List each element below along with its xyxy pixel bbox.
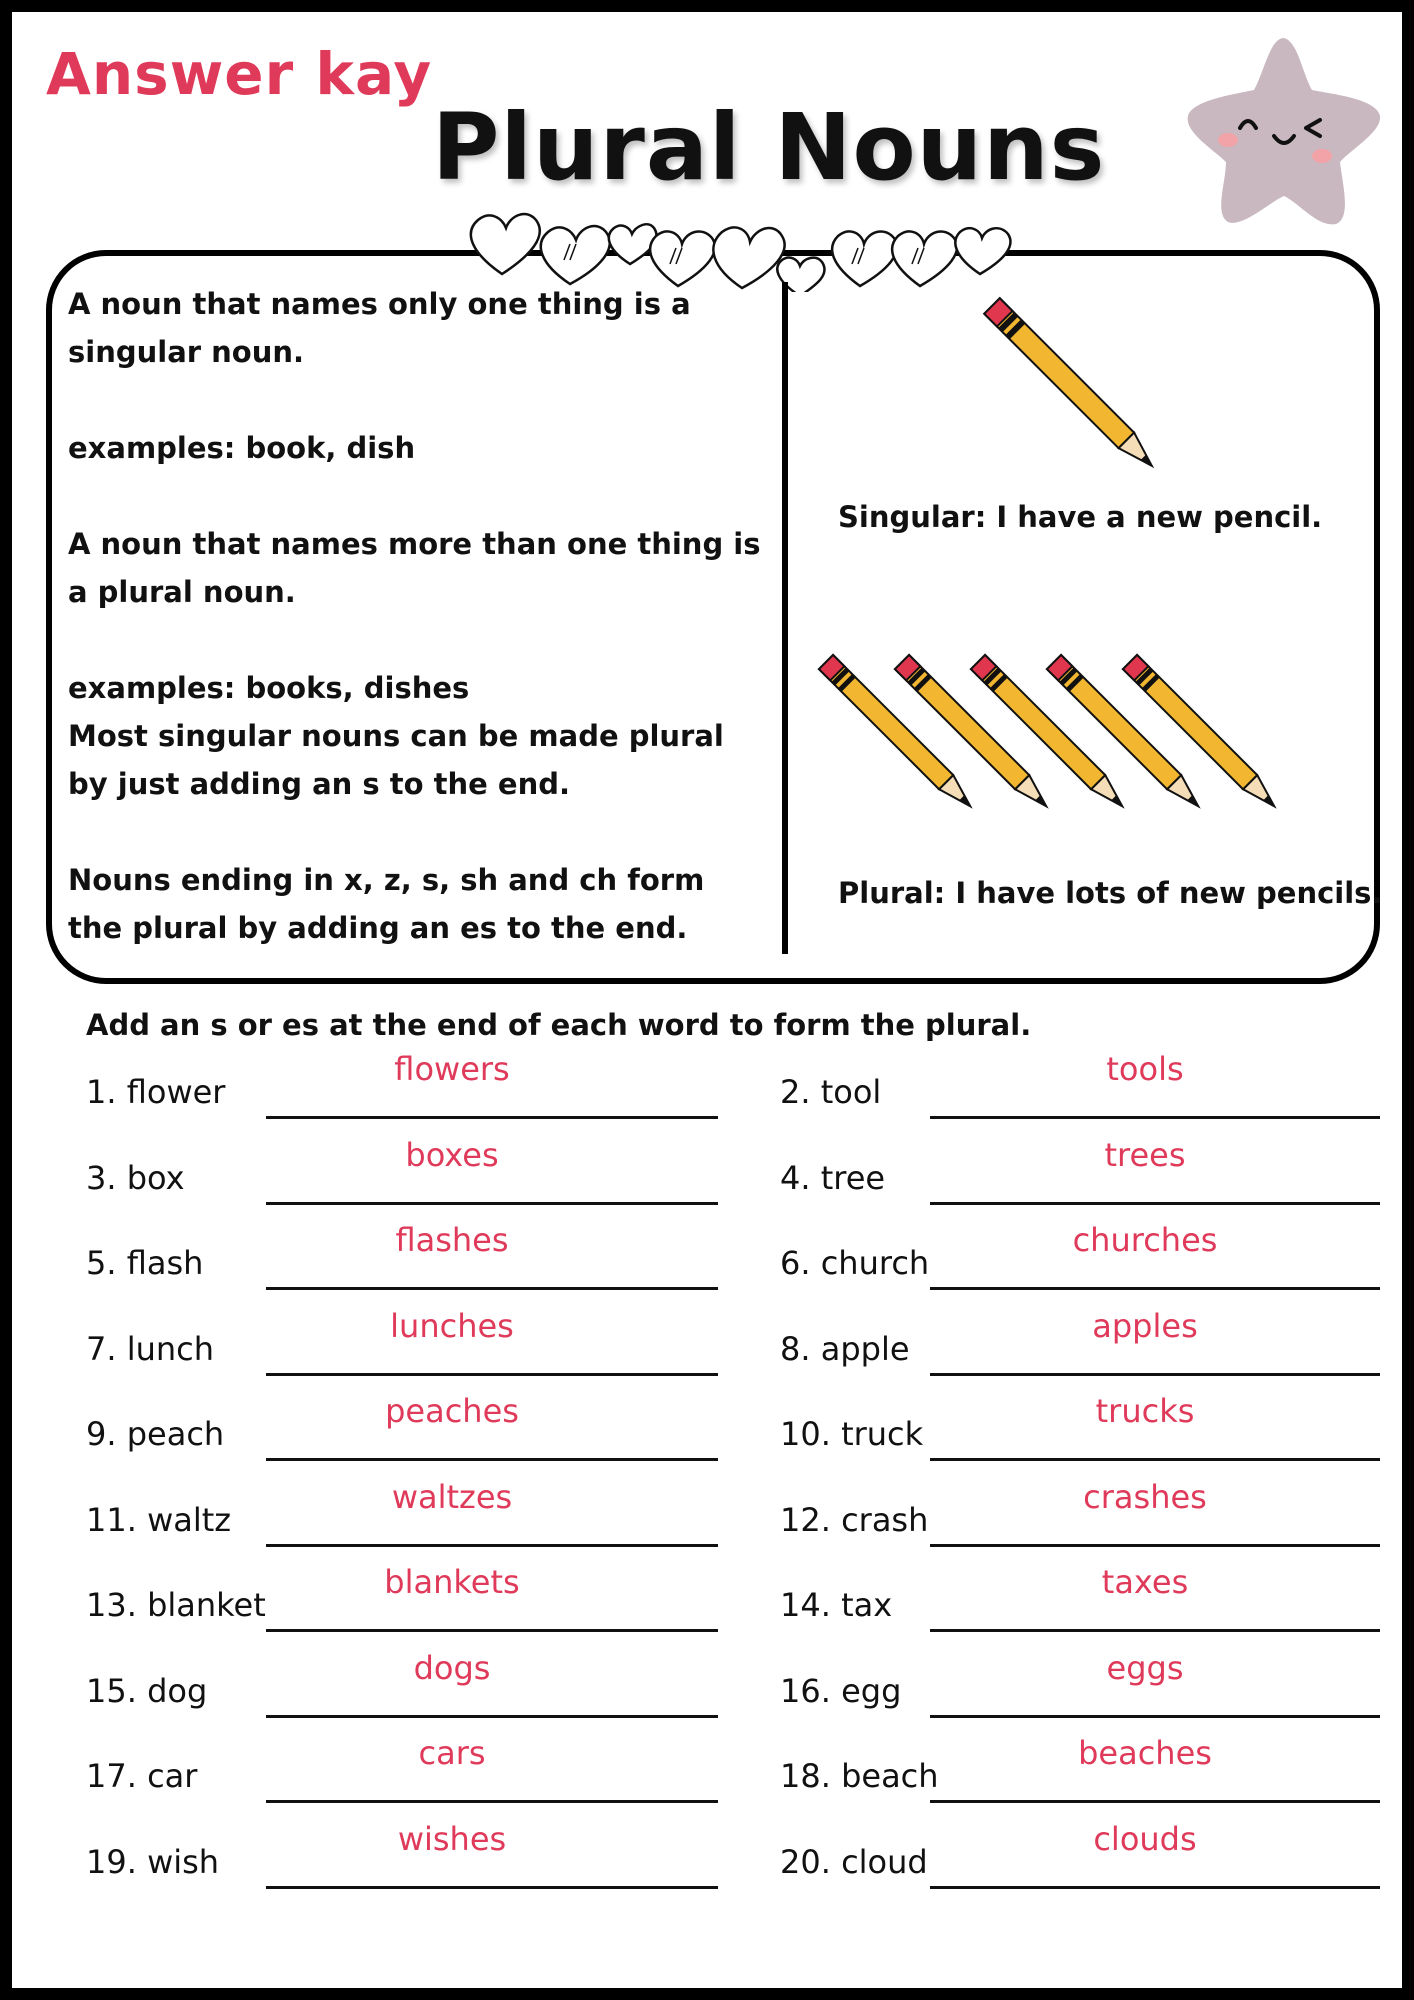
answer-line[interactable] xyxy=(930,1715,1380,1718)
answer-text: trucks xyxy=(1095,1392,1195,1430)
answer-line[interactable] xyxy=(266,1287,718,1290)
answer-line[interactable] xyxy=(266,1458,718,1461)
answer-line[interactable] xyxy=(266,1715,718,1718)
exercise-instructions: Add an s or es at the end of each word to form the plural. xyxy=(86,1008,1032,1042)
answer-line[interactable] xyxy=(930,1544,1380,1547)
exercise-item xyxy=(780,1648,1380,1731)
answer-text: flashes xyxy=(395,1221,509,1259)
exercise-item xyxy=(780,1306,1380,1389)
exercise-item xyxy=(86,1306,716,1389)
exercise-item xyxy=(86,1734,716,1816)
exercise-word: 14. tax xyxy=(780,1586,893,1624)
answer-text: flowers xyxy=(394,1050,510,1088)
answer-text: blankets xyxy=(384,1563,520,1601)
singular-definition: A noun that names only one thing is a singular noun. xyxy=(68,287,691,369)
answer-text: beaches xyxy=(1078,1734,1212,1772)
singular-examples: examples: book, dish xyxy=(68,431,416,465)
page-title: Plural Nouns xyxy=(432,94,1106,201)
exercise-word: 10. truck xyxy=(780,1415,924,1453)
answer-text: boxes xyxy=(405,1135,499,1174)
exercise-word: 16. egg xyxy=(780,1671,902,1710)
answer-text: waltzes xyxy=(391,1477,513,1516)
answer-text: apples xyxy=(1092,1306,1198,1345)
exercise-word: 18. beach xyxy=(780,1757,939,1795)
exercise-word: 12. crash xyxy=(780,1500,929,1539)
answer-line[interactable] xyxy=(266,1373,718,1376)
answer-text: clouds xyxy=(1093,1819,1197,1858)
answer-line[interactable] xyxy=(266,1886,718,1889)
exercise-word: 13. blanket xyxy=(86,1586,266,1624)
star-mascot-icon xyxy=(1180,32,1388,232)
exercise-word: 1. flower xyxy=(86,1073,226,1111)
exercise-word: 5. flash xyxy=(86,1244,204,1282)
exercise-item xyxy=(780,1135,1380,1218)
exercise-item xyxy=(86,1392,716,1474)
answer-text: trees xyxy=(1104,1135,1186,1174)
exercise-item xyxy=(780,1477,1380,1560)
info-box-divider xyxy=(782,282,788,954)
answer-line[interactable] xyxy=(930,1202,1380,1205)
exercise-word: 6. church xyxy=(780,1244,930,1282)
answer-line[interactable] xyxy=(930,1800,1380,1803)
answer-line[interactable] xyxy=(266,1544,718,1547)
exercise-word: 20. cloud xyxy=(780,1842,928,1881)
exercise-item xyxy=(86,1050,716,1132)
plural-rule-s: Most singular nouns can be made plural by just adding an s to the end. xyxy=(68,719,724,801)
exercise-item xyxy=(780,1819,1380,1902)
answer-line[interactable] xyxy=(930,1629,1380,1632)
exercise-word: 19. wish xyxy=(86,1842,220,1881)
exercise-item xyxy=(86,1819,716,1902)
answer-text: taxes xyxy=(1101,1563,1189,1601)
singular-caption: Singular: I have a new pencil. xyxy=(838,500,1323,534)
exercise-item xyxy=(86,1563,716,1645)
answer-line[interactable] xyxy=(266,1800,718,1803)
exercise-item xyxy=(780,1734,1380,1816)
exercise-word: 17. car xyxy=(86,1757,198,1795)
answer-line[interactable] xyxy=(266,1629,718,1632)
exercise-word: 3. box xyxy=(86,1158,185,1197)
exercise-word: 11. waltz xyxy=(86,1500,232,1539)
exercise-item xyxy=(780,1050,1380,1132)
answer-text: tools xyxy=(1106,1050,1184,1088)
exercise-item xyxy=(780,1563,1380,1645)
answer-line[interactable] xyxy=(266,1202,718,1205)
answer-text: eggs xyxy=(1106,1648,1184,1687)
answer-text: peaches xyxy=(385,1392,519,1430)
answer-line[interactable] xyxy=(930,1886,1380,1889)
answer-line[interactable] xyxy=(930,1458,1380,1461)
answer-text: crashes xyxy=(1083,1477,1207,1516)
pencil-icon xyxy=(982,296,1182,496)
answer-text: wishes xyxy=(397,1819,507,1858)
exercise-word: 2. tool xyxy=(780,1073,882,1111)
exercise-word: 15. dog xyxy=(86,1671,208,1710)
answer-text: dogs xyxy=(413,1648,491,1687)
plural-caption: Plural: I have lots of new pencils. xyxy=(838,876,1383,910)
answer-line[interactable] xyxy=(266,1116,718,1119)
exercise-word: 4. tree xyxy=(780,1158,886,1197)
answer-text: lunches xyxy=(390,1306,514,1345)
exercise-item xyxy=(86,1135,716,1218)
exercise-word: 9. peach xyxy=(86,1415,225,1453)
answer-text: churches xyxy=(1072,1221,1218,1259)
hearts-garland-icon xyxy=(460,202,1026,292)
plural-definition: A noun that names more than one thing is a plural noun. xyxy=(68,527,761,609)
exercise-item xyxy=(86,1221,716,1303)
plural-rule-es: Nouns ending in x, z, s, sh and ch form the plural by adding an es to the end. xyxy=(68,863,705,945)
exercise-item xyxy=(780,1392,1380,1474)
answer-text: cars xyxy=(418,1734,486,1772)
exercise-item xyxy=(86,1477,716,1560)
answer-key-label: Answer kay xyxy=(46,40,433,108)
answer-line[interactable] xyxy=(930,1287,1380,1290)
pencils-group-icon xyxy=(812,648,1322,848)
plural-examples: examples: books, dishes xyxy=(68,671,470,705)
exercise-word: 8. apple xyxy=(780,1329,910,1368)
exercise-item xyxy=(86,1648,716,1731)
exercise-word: 7. lunch xyxy=(86,1329,215,1368)
answer-line[interactable] xyxy=(930,1373,1380,1376)
answer-line[interactable] xyxy=(930,1116,1380,1119)
exercise-item xyxy=(780,1221,1380,1303)
